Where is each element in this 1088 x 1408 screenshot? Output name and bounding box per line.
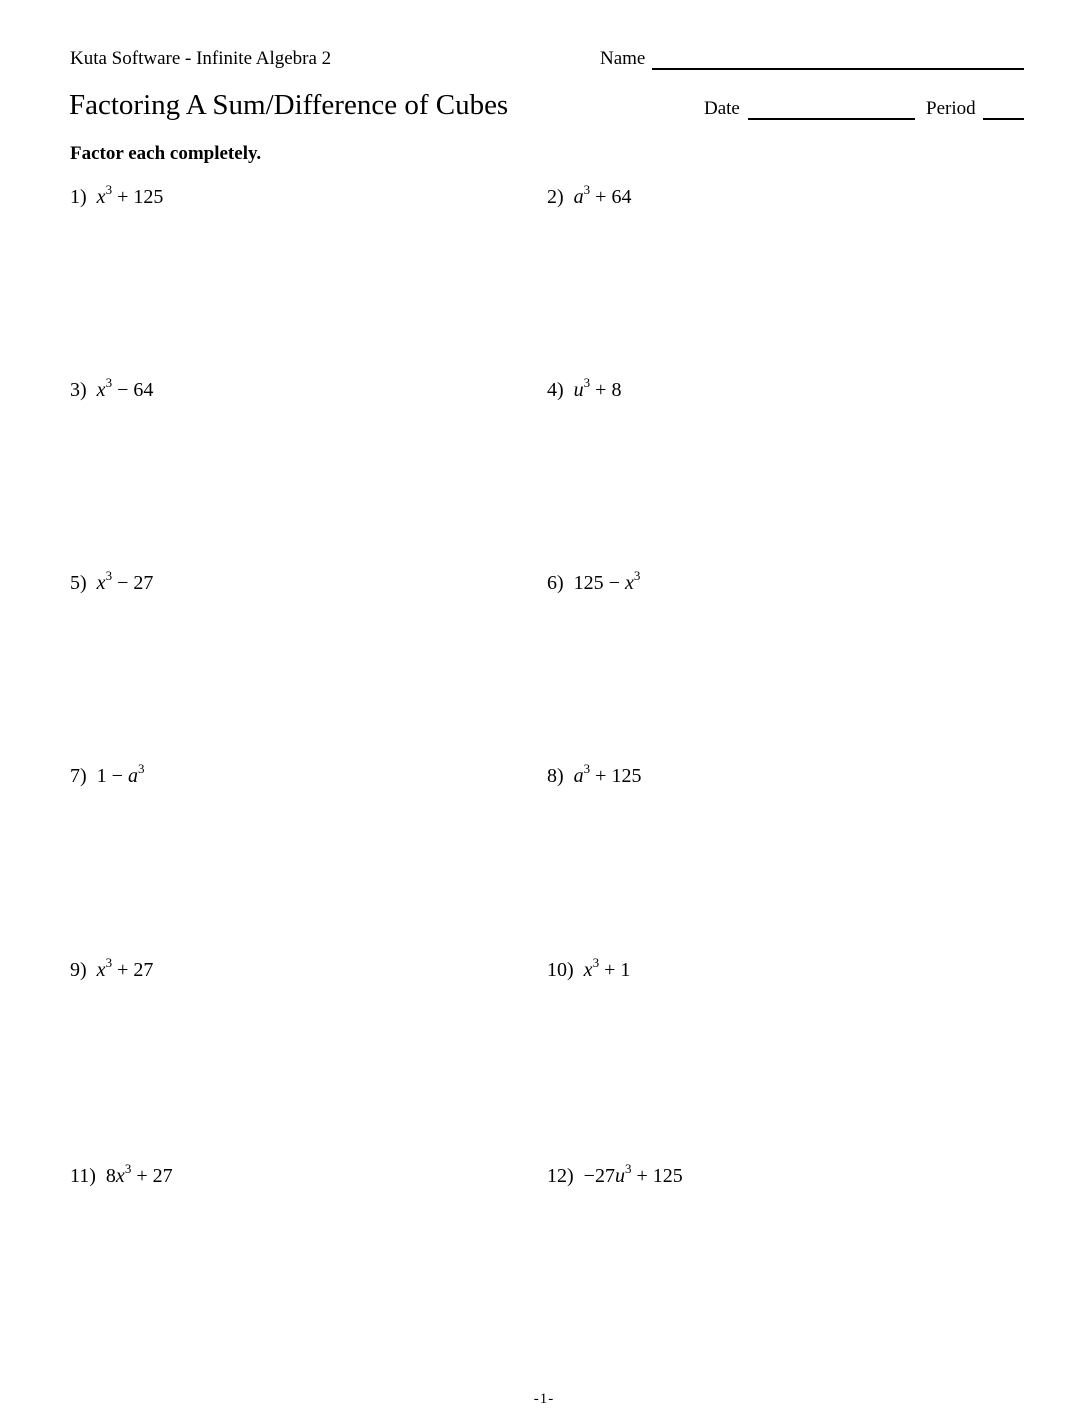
exponent: 3 (105, 182, 113, 197)
problem-number: 5) (70, 572, 87, 594)
variable: x (96, 186, 106, 208)
problem-expression (96, 375, 154, 401)
expression-term: + 8 (590, 379, 622, 401)
problem-number: 1) (70, 186, 87, 208)
variable: a (573, 765, 584, 787)
date-blank-line (748, 118, 915, 120)
problem-2 (547, 182, 632, 209)
exponent: 3 (105, 568, 113, 583)
exponent: 3 (583, 761, 591, 776)
variable: u (573, 379, 584, 401)
expression-term: + 27 (112, 959, 154, 981)
exponent: 3 (105, 955, 113, 970)
variable: x (96, 959, 106, 981)
worksheet-title: Factoring A Sum/Difference of Cubes (69, 89, 509, 121)
problem-expression (583, 955, 631, 981)
problem-number: 11) (70, 1165, 96, 1187)
problem-number: 8) (547, 765, 564, 787)
expression-term: −27 (583, 1165, 615, 1187)
expression-term: + 64 (590, 186, 632, 208)
problem-3 (70, 375, 154, 402)
period-blank-line (983, 118, 1024, 120)
expression-term: 125 − (573, 572, 625, 594)
worksheet-source: Kuta Software - Infinite Algebra 2 (70, 48, 332, 69)
exponent: 3 (124, 1161, 132, 1176)
variable: x (115, 1165, 125, 1187)
expression-term: 8 (105, 1165, 116, 1187)
problem-expression (105, 1161, 173, 1187)
exponent: 3 (592, 955, 600, 970)
problem-9 (70, 955, 154, 982)
name-label: Name (600, 48, 646, 69)
exponent: 3 (583, 182, 591, 197)
variable: x (96, 572, 106, 594)
variable: x (96, 379, 106, 401)
problem-number: 3) (70, 379, 87, 401)
expression-term: + 125 (112, 186, 164, 208)
expression-term: + 27 (131, 1165, 173, 1187)
variable: x (583, 959, 593, 981)
expression-term: + 125 (590, 765, 642, 787)
expression-term: + 1 (599, 959, 631, 981)
exponent: 3 (633, 568, 641, 583)
problem-4 (547, 375, 622, 402)
problem-number: 2) (547, 186, 564, 208)
problem-7 (70, 761, 145, 788)
problem-expression (573, 568, 641, 594)
problem-number: 10) (547, 959, 574, 981)
problem-number: 6) (547, 572, 564, 594)
instructions: Factor each completely. (70, 143, 262, 164)
exponent: 3 (624, 1161, 632, 1176)
problem-11 (70, 1161, 173, 1188)
problem-number: 4) (547, 379, 564, 401)
exponent: 3 (583, 375, 591, 390)
problem-number: 7) (70, 765, 87, 787)
problem-expression (96, 761, 145, 787)
problem-expression (573, 761, 642, 787)
problem-12 (547, 1161, 683, 1188)
variable: a (127, 765, 138, 787)
variable: u (614, 1165, 625, 1187)
variable: x (624, 572, 634, 594)
expression-term: + 125 (631, 1165, 683, 1187)
problem-number: 12) (547, 1165, 574, 1187)
problem-10 (547, 955, 631, 982)
problem-expression (573, 182, 632, 208)
problem-6 (547, 568, 641, 595)
problem-expression (96, 955, 154, 981)
exponent: 3 (105, 375, 113, 390)
problem-expression (573, 375, 622, 401)
problem-1 (70, 182, 164, 209)
period-label: Period (926, 98, 976, 119)
name-blank-line (652, 68, 1024, 70)
expression-term: − 64 (112, 379, 154, 401)
problem-expression (96, 182, 164, 208)
problem-number: 9) (70, 959, 87, 981)
date-label: Date (704, 98, 740, 119)
exponent: 3 (137, 761, 145, 776)
page-number: -1- (533, 1391, 555, 1407)
problem-expression (583, 1161, 683, 1187)
expression-term: 1 − (96, 765, 128, 787)
problem-expression (96, 568, 154, 594)
problem-5 (70, 568, 154, 595)
problem-8 (547, 761, 642, 788)
variable: a (573, 186, 584, 208)
expression-term: − 27 (112, 572, 154, 594)
